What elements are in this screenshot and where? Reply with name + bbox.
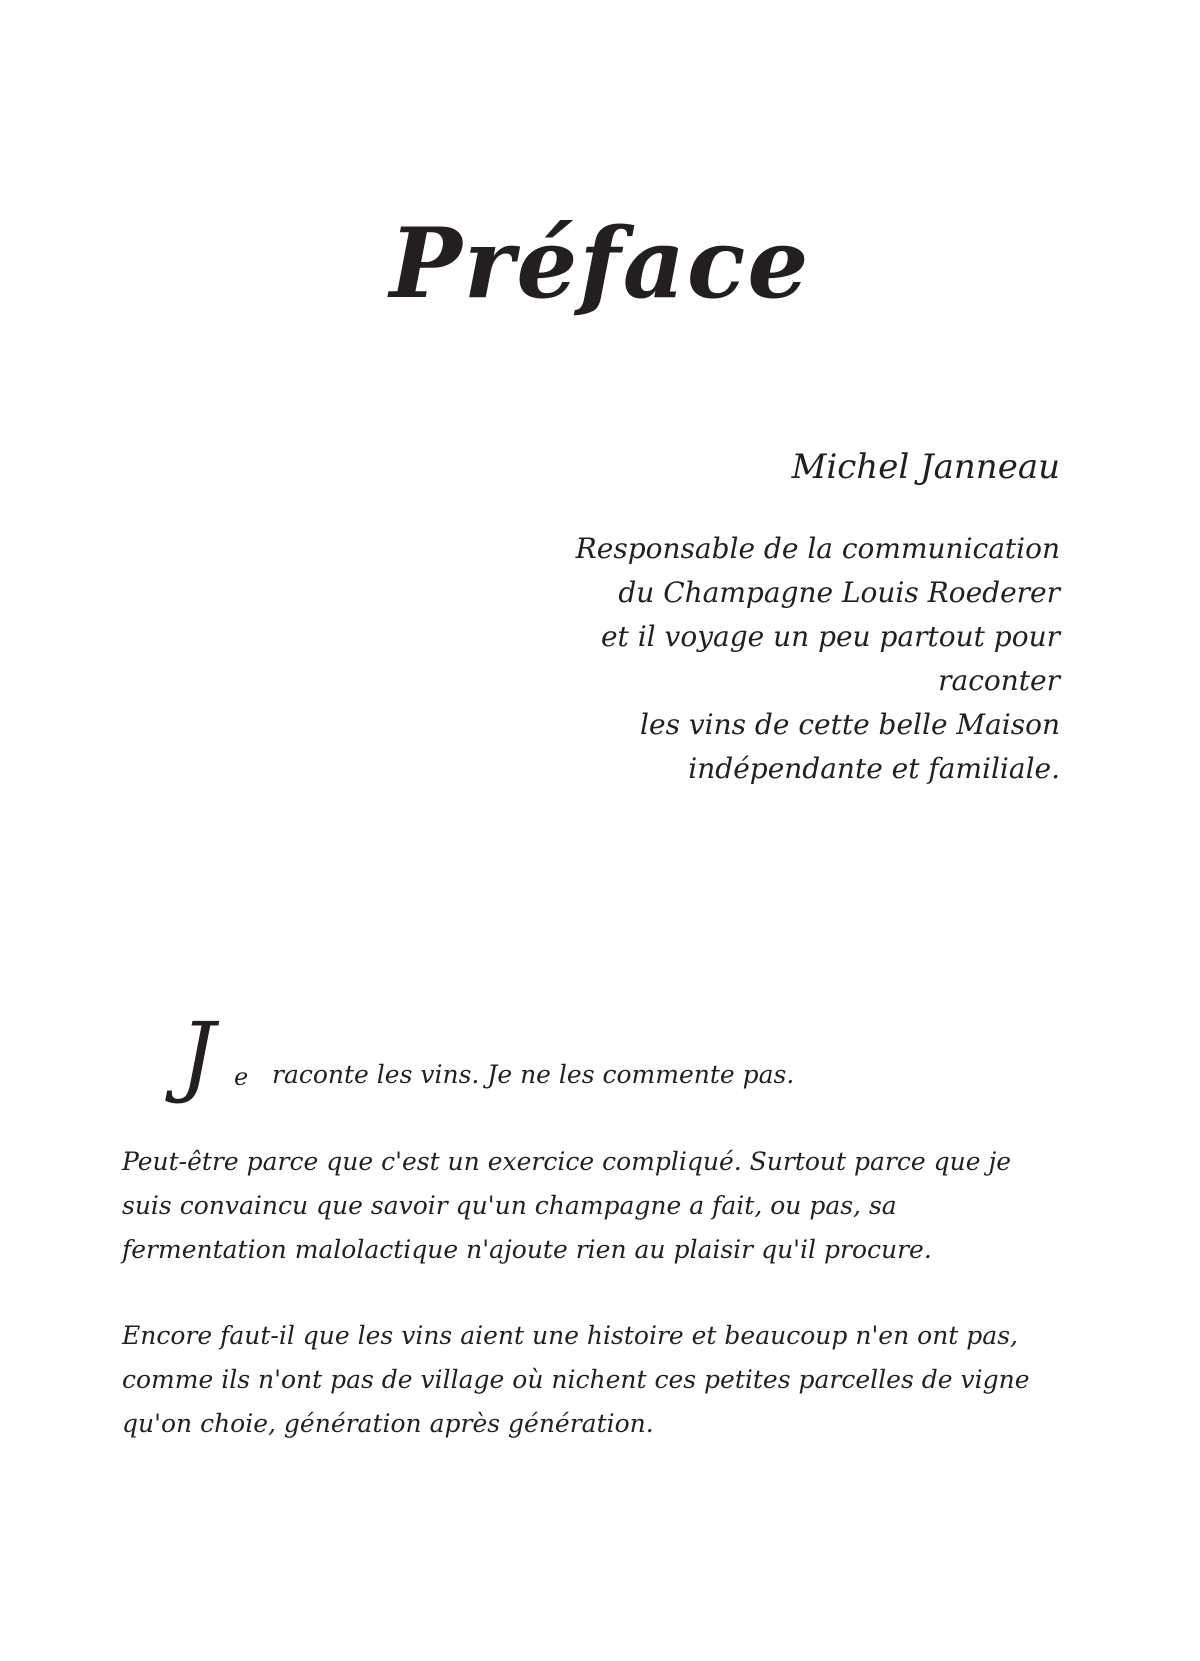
author-role-line: du Champagne Louis Roederer — [618, 576, 1060, 609]
author-role-line: et il voyage un peu partout pour raconter — [600, 620, 1060, 697]
paragraph: Encore faut-il que les vins aient une histoire et beaucoup n'en ont pas, comme ils n'ont pas de village où nichent ces petites parcelles de vigne qu'on choie, génération après génération. — [122, 1321, 1030, 1438]
lead-text: raconte les vins. Je ne les commente pas. — [272, 1060, 795, 1089]
page-title: Préface — [389, 207, 811, 321]
drop-cap-rest: e — [234, 1063, 249, 1091]
preface-body — [122, 1003, 1062, 1488]
author-role-line: indépendante et familiale. — [688, 752, 1060, 785]
author-role — [500, 527, 1060, 791]
author-name: Michel Janneau — [791, 447, 1060, 487]
author-role-line: Responsable de la communication — [575, 532, 1060, 565]
author-block — [500, 445, 1060, 791]
lead-sentence — [122, 1003, 1062, 1106]
drop-cap: J — [180, 1003, 216, 1106]
author-role-line: les vins de cette belle Maison — [640, 708, 1060, 741]
paragraph: Peut-être parce que c'est un exercice compliqué. Surtout parce que je suis convaincu que savoir qu'un champagne a fait, ou pas, sa fermentation malolactique n'ajoute rien au plaisir qu'il procure. — [122, 1147, 1012, 1264]
